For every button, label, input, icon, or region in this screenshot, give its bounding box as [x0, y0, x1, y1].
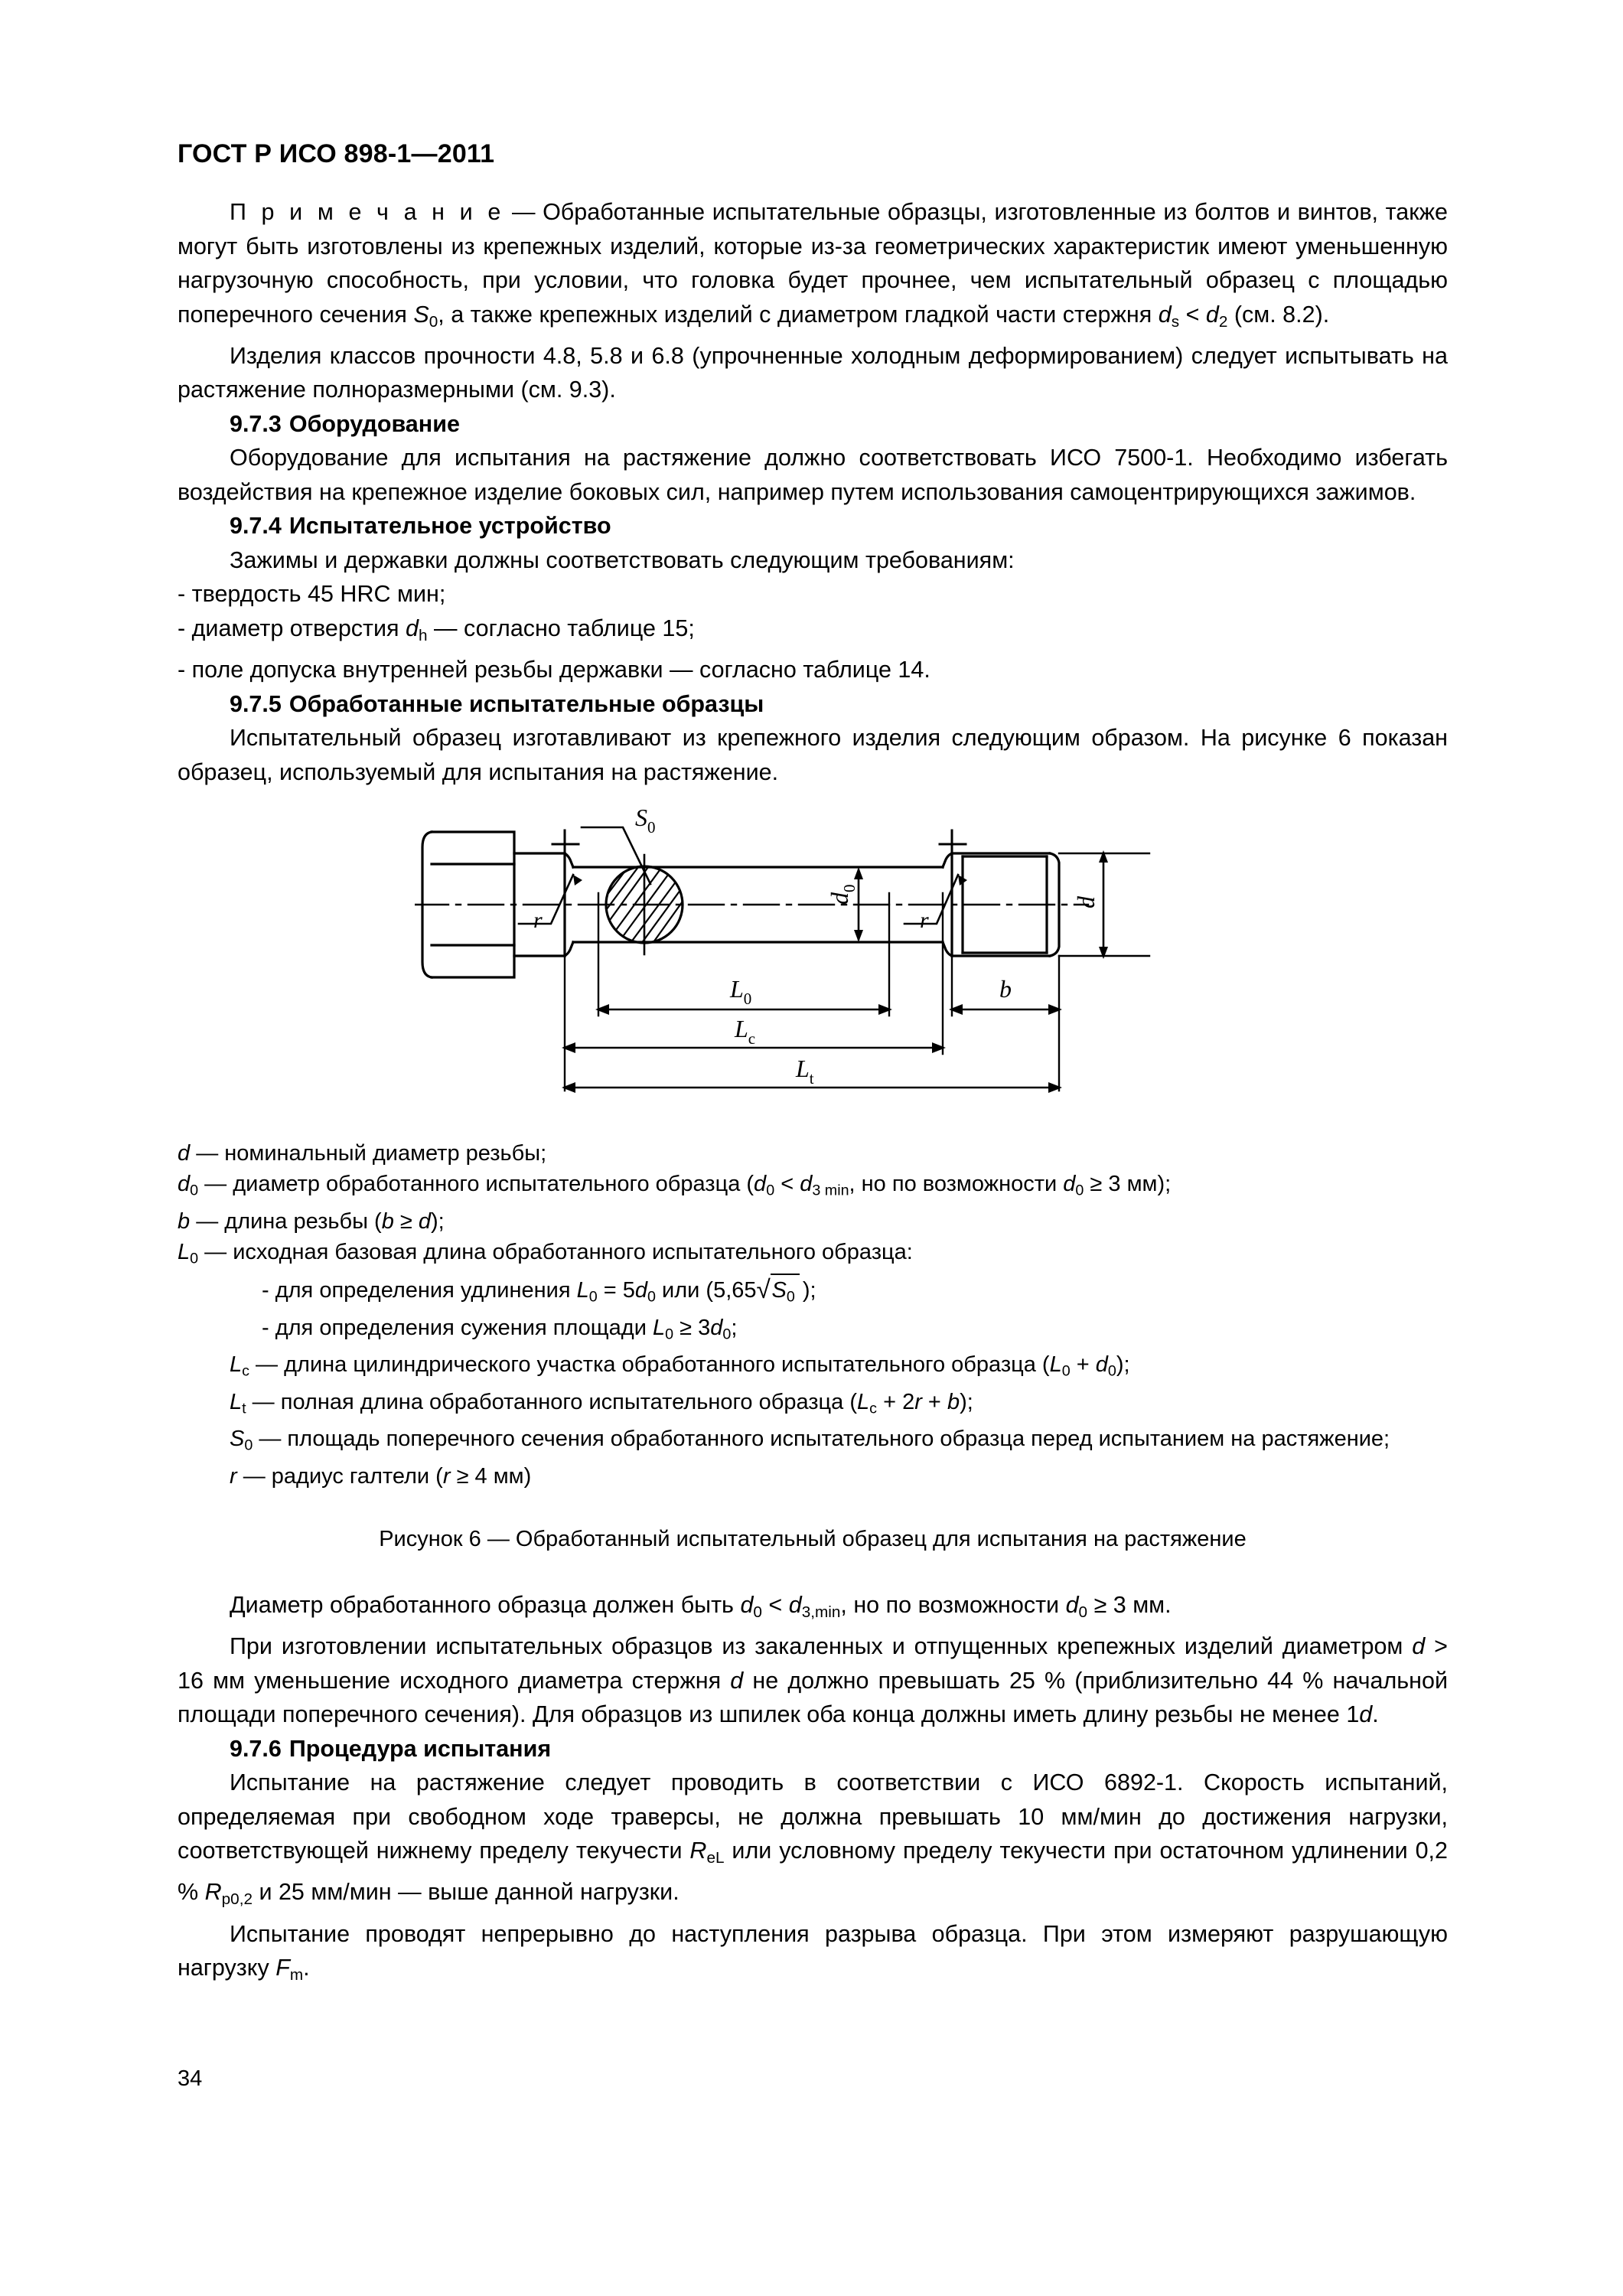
symbol-b: b — [178, 1208, 191, 1234]
symbol-d3min-comma-sub: 3,min — [801, 1603, 841, 1621]
legend-L0-sub2-a: - для определения сужения площади — [262, 1315, 653, 1340]
paragraph-hardened-specimens — [178, 1629, 1448, 1732]
bullet-hardness: - твердость 45 HRC мин; — [178, 581, 446, 608]
symbol-Fm: F — [275, 1955, 290, 1981]
legend-line-d — [178, 1138, 1448, 1169]
symbol-ReL: R — [689, 1838, 707, 1864]
bullet-thread-tolerance: - поле допуска внутренней резьбы державки — согласно таблице 14. — [178, 657, 930, 683]
after-fig-p2-d: . — [1372, 1701, 1379, 1727]
standard-header: ГОСТ Р ИСО 898-1—2011 — [178, 139, 495, 168]
legend-L0-sub-elongation — [178, 1274, 1448, 1313]
symbol-d0-6: d — [1095, 1352, 1108, 1378]
legend-r-text-b: ≥ 4 мм) — [450, 1463, 532, 1489]
heading-9-7-6-number: 9.7.6 — [230, 1735, 282, 1762]
symbol-S0-2: S — [230, 1427, 245, 1452]
symbol-Lt: L — [230, 1389, 243, 1414]
sec976-p2-b: . — [303, 1955, 310, 1981]
symbol-S0-sqrt: S — [771, 1278, 787, 1303]
symbol-dh: d — [406, 615, 419, 641]
heading-9-7-4-title: Испытательное устройство — [288, 513, 611, 540]
symbol-d0-8: d — [1065, 1591, 1079, 1618]
symbol-d3min-sub: 3 min — [812, 1182, 849, 1199]
after-fig-p1-a: Диаметр обработанного образца должен быть — [230, 1591, 741, 1618]
legend-Lc-text-b: + — [1070, 1352, 1096, 1378]
symbol-S0: S — [413, 301, 429, 328]
note-label: П р и м е ч а н и е — [230, 199, 505, 225]
symbol-d-4: d — [730, 1667, 744, 1694]
legend-b-text-a: — длина резьбы ( — [190, 1208, 382, 1234]
page-number: 34 — [178, 2066, 203, 2091]
symbol-d0-2-sub: 0 — [766, 1182, 775, 1199]
legend-d-text: — номинальный диаметр резьбы; — [190, 1141, 547, 1166]
legend-L0-sub1-d: ); — [802, 1278, 816, 1303]
symbol-L0-2-sub: 0 — [588, 1288, 598, 1306]
symbol-d0-3: d — [1063, 1172, 1076, 1197]
symbol-L0-sub: 0 — [190, 1250, 199, 1267]
paragraph-specimen-diameter — [178, 1588, 1448, 1629]
symbol-L0-2: L — [576, 1278, 589, 1303]
label-Lc: $L_c$ — [735, 1015, 756, 1049]
symbol-d0-5: d — [710, 1315, 723, 1340]
symbol-L0-3-sub: 0 — [665, 1326, 674, 1343]
symbol-S0-2-sub: 0 — [244, 1437, 253, 1454]
heading-9-7-3 — [178, 407, 1448, 442]
symbol-r: r — [230, 1463, 237, 1489]
symbol-d2: d — [1205, 301, 1219, 328]
legend-L0-sub2-b: ≥ 3 — [673, 1315, 711, 1340]
symbol-d: d — [178, 1141, 191, 1166]
after-fig-p1-c: , но по возможности — [840, 1591, 1066, 1618]
heading-9-7-5-number: 9.7.5 — [230, 690, 282, 717]
legend-d0-text-a: — диаметр обработанного испытательного образца ( — [198, 1172, 754, 1197]
legend-Lt-text-b: + 2 — [877, 1389, 915, 1414]
symbol-ReL-sub: eL — [706, 1848, 725, 1867]
sqrt-S0 — [757, 1274, 803, 1313]
heading-9-7-6 — [178, 1732, 1448, 1766]
symbol-r-2: r — [914, 1389, 922, 1414]
legend-line-r — [178, 1461, 1448, 1492]
legend-line-Lt — [178, 1387, 1448, 1424]
figure-6-caption: Рисунок 6 — Обработанный испытательный образец для испытания на растяжение — [379, 1526, 1247, 1551]
paragraph-9-7-3-body: Оборудование для испытания на растяжение должно соответствовать ИСО 7500-1. Необходимо избегать воздействия на крепежное изделие боковых сил, например путем использования самоцентрирующихся зажимов. — [178, 445, 1448, 505]
symbol-ds: d — [1158, 301, 1172, 328]
symbol-d-3: d — [1412, 1633, 1426, 1659]
note-text-2: , а также крепежных изделий с диаметром гладкой части стержня — [438, 301, 1159, 328]
legend-S0-text: — площадь поперечного сечения обработанного испытательного образца перед испытанием на растяжение; — [253, 1427, 1390, 1452]
symbol-d0-8-sub: 0 — [1078, 1603, 1088, 1621]
sec976-p2-a: Испытание проводят непрерывно до наступления разрыва образца. При этом измеряют разрушающую нагрузку — [178, 1920, 1448, 1981]
paragraph-9-7-6-speed — [178, 1766, 1448, 1917]
symbol-d0-2: d — [754, 1172, 767, 1197]
bolt-specimen-diagram — [415, 801, 1211, 1130]
symbol-ds-sub: s — [1171, 312, 1180, 331]
legend-L0-sub1-b: = 5 — [597, 1278, 635, 1303]
legend-line-b — [178, 1206, 1448, 1237]
symbol-L0-4: L — [1049, 1352, 1062, 1378]
symbol-Lc-sub: c — [242, 1362, 249, 1380]
sec976-p1-b: или условному пределу текучести при остаточном удлинении 0,2 % — [178, 1838, 1448, 1906]
figure-legend — [178, 1138, 1448, 1492]
legend-d0-text-c: ≥ 3 мм); — [1084, 1172, 1172, 1197]
symbol-d0-sub: 0 — [190, 1182, 199, 1199]
legend-Lc-text-a: — длина цилиндрического участка обработанного испытательного образца ( — [249, 1352, 1050, 1378]
heading-9-7-5-title: Обработанные испытательные образцы — [288, 690, 764, 717]
label-L0: $L_0$ — [730, 975, 752, 1009]
label-Lt: $L_t$ — [796, 1055, 814, 1088]
label-r-left: r — [533, 908, 543, 934]
symbol-Rp02-sub: p0,2 — [221, 1890, 253, 1909]
note-paragraph — [178, 195, 1448, 339]
symbol-Rp02: R — [204, 1879, 222, 1906]
symbol-d-2: d — [418, 1208, 432, 1234]
symbol-d0-6-sub: 0 — [1107, 1362, 1116, 1380]
legend-L0-sub-area — [178, 1313, 1448, 1350]
symbol-S0-sub: 0 — [429, 312, 438, 331]
figure-6-drawing — [178, 801, 1448, 1130]
legend-L0-text: — исходная базовая длина обработанного испытательного образца: — [198, 1239, 913, 1264]
bullet-hole-diameter — [178, 612, 1448, 653]
legend-b-text-c: ); — [431, 1208, 445, 1234]
heading-9-7-4 — [178, 509, 1448, 543]
symbol-Lt-sub: t — [242, 1400, 246, 1417]
legend-L0-sub1-a: - для определения удлинения — [262, 1278, 577, 1303]
symbol-L0-4-sub: 0 — [1061, 1362, 1071, 1380]
legend-r-text-a: — радиус галтели ( — [236, 1463, 443, 1489]
sec976-p1-c: и 25 мм/мин — выше данной нагрузки. — [252, 1879, 680, 1906]
paragraph-product-classes: Изделия классов прочности 4.8, 5.8 и 6.8 (упрочненные холодным деформированием) следует испытывать на растяжение полноразмерными (см. 9.3). — [178, 342, 1448, 403]
note-text-1: Обработанные испытательные образцы, изготовленные из болтов и винтов, также могут быть изготовлены из крепежных изделий, которые из-за геометрических характеристик имеют уменьшенную нагрузочную способность, при условии, что головка будет прочнее, чем испытательный образец с площадью поперечного сечения — [178, 199, 1448, 328]
symbol-d0-7-sub: 0 — [753, 1603, 762, 1621]
legend-L0-sub2-c: ; — [731, 1315, 738, 1340]
symbol-d0: d — [178, 1172, 191, 1197]
bullet-hole-diameter-prefix: - диаметр отверстия — [178, 615, 406, 641]
heading-9-7-3-number: 9.7.3 — [230, 410, 282, 437]
symbol-b-2: b — [381, 1208, 394, 1234]
symbol-Fm-sub: m — [289, 1965, 304, 1984]
label-r-right: r — [920, 908, 929, 934]
legend-L0-sub1-c: или (5,65 — [656, 1278, 757, 1303]
symbol-d3min: d — [800, 1172, 813, 1197]
radical-sign-icon: √ — [756, 1276, 771, 1305]
legend-line-Lc — [178, 1349, 1448, 1387]
sec976-p1-a: Испытание на растяжение следует проводить в соответствии с ИСО 6892-1. Скорость испытаний, определяемая при свободном ходе траверсы, не должна превышать 10 мм/мин до достижения нагрузки, соответствующей нижнему пределу текучести — [178, 1769, 1448, 1864]
legend-Lt-text-d: ); — [960, 1389, 973, 1414]
symbol-d-5: d — [1359, 1701, 1373, 1727]
label-S0: $S_0$ — [635, 804, 656, 837]
legend-Lc-text-c: ); — [1116, 1352, 1130, 1378]
heading-9-7-6-title: Процедура испытания — [288, 1735, 552, 1762]
symbol-d3min-comma: d — [788, 1591, 802, 1618]
legend-Lt-text-c: + — [921, 1389, 947, 1414]
symbol-d0-5-sub: 0 — [722, 1326, 732, 1343]
symbol-d0-7: d — [740, 1591, 754, 1618]
legend-d0-text-b: , но по возможности — [849, 1172, 1064, 1197]
symbol-d2-sub: 2 — [1218, 312, 1228, 331]
symbol-Lc-2-sub: c — [869, 1400, 878, 1417]
heading-9-7-3-title: Оборудование — [288, 410, 460, 437]
after-fig-p2-b: > 16 мм уменьшение исходного диаметра стержня — [178, 1633, 1448, 1694]
after-fig-p2-a: При изготовлении испытательных образцов из закаленных и отпущенных крепежных изделий диаметром — [230, 1633, 1413, 1659]
symbol-b-3: b — [947, 1389, 960, 1414]
symbol-L0: L — [178, 1239, 191, 1264]
note-text-3: (см. 8.2). — [1227, 301, 1330, 328]
symbol-r-3: r — [442, 1463, 451, 1489]
symbol-d0-4-sub: 0 — [647, 1288, 656, 1306]
symbol-Lc: L — [230, 1352, 243, 1378]
paragraph-9-7-4-intro: Зажимы и державки должны соответствовать следующим требованиям: — [230, 546, 1015, 573]
heading-9-7-5 — [178, 687, 1448, 722]
symbol-d0-3-sub: 0 — [1075, 1182, 1084, 1199]
legend-Lt-text-a: — полная длина обработанного испытательного образца ( — [246, 1389, 858, 1414]
paragraph-9-7-5-body: Испытательный образец изготавливают из крепежного изделия следующим образом. На рисунке 6 показан образец, используемый для испытания на растяжение. — [178, 725, 1448, 785]
label-d0: $d_0$ — [826, 884, 859, 905]
legend-line-d0: $d_0$ — диаметр обработанного испытательного образца ($d_0 < d_{3 min}$, но по возможности $d_0 \ge 3$ мм); — [178, 1172, 1172, 1199]
bullet-hole-diameter-suffix: — согласно таблице 15; — [427, 615, 695, 641]
less-than-operator: < — [1179, 301, 1206, 328]
note-dash: — — [511, 199, 536, 225]
legend-b-text-b: ≥ — [393, 1208, 419, 1234]
heading-9-7-4-number: 9.7.4 — [230, 513, 282, 540]
label-d: d — [1072, 896, 1100, 909]
legend-line-L0 — [178, 1237, 1448, 1274]
label-b: b — [999, 975, 1012, 1003]
legend-line-S0 — [178, 1424, 1448, 1461]
symbol-Lc-2: L — [857, 1389, 870, 1414]
after-fig-p1-b: < — [761, 1591, 789, 1618]
symbol-d0-4: d — [634, 1278, 648, 1303]
symbol-dh-sub: h — [419, 626, 428, 644]
symbol-L0-3: L — [652, 1315, 666, 1340]
symbol-S0-sqrt-sub: 0 — [786, 1288, 795, 1306]
paragraph-9-7-6-continuous — [178, 1917, 1448, 1993]
after-fig-p1-d: ≥ 3 мм. — [1087, 1591, 1172, 1618]
after-fig-p2-c: не должно превышать 25 % (приблизительно 44 % начальной площади поперечного сечения). Для образцов из шпилек оба конца должны иметь длину резьбы не менее 1 — [178, 1667, 1448, 1727]
